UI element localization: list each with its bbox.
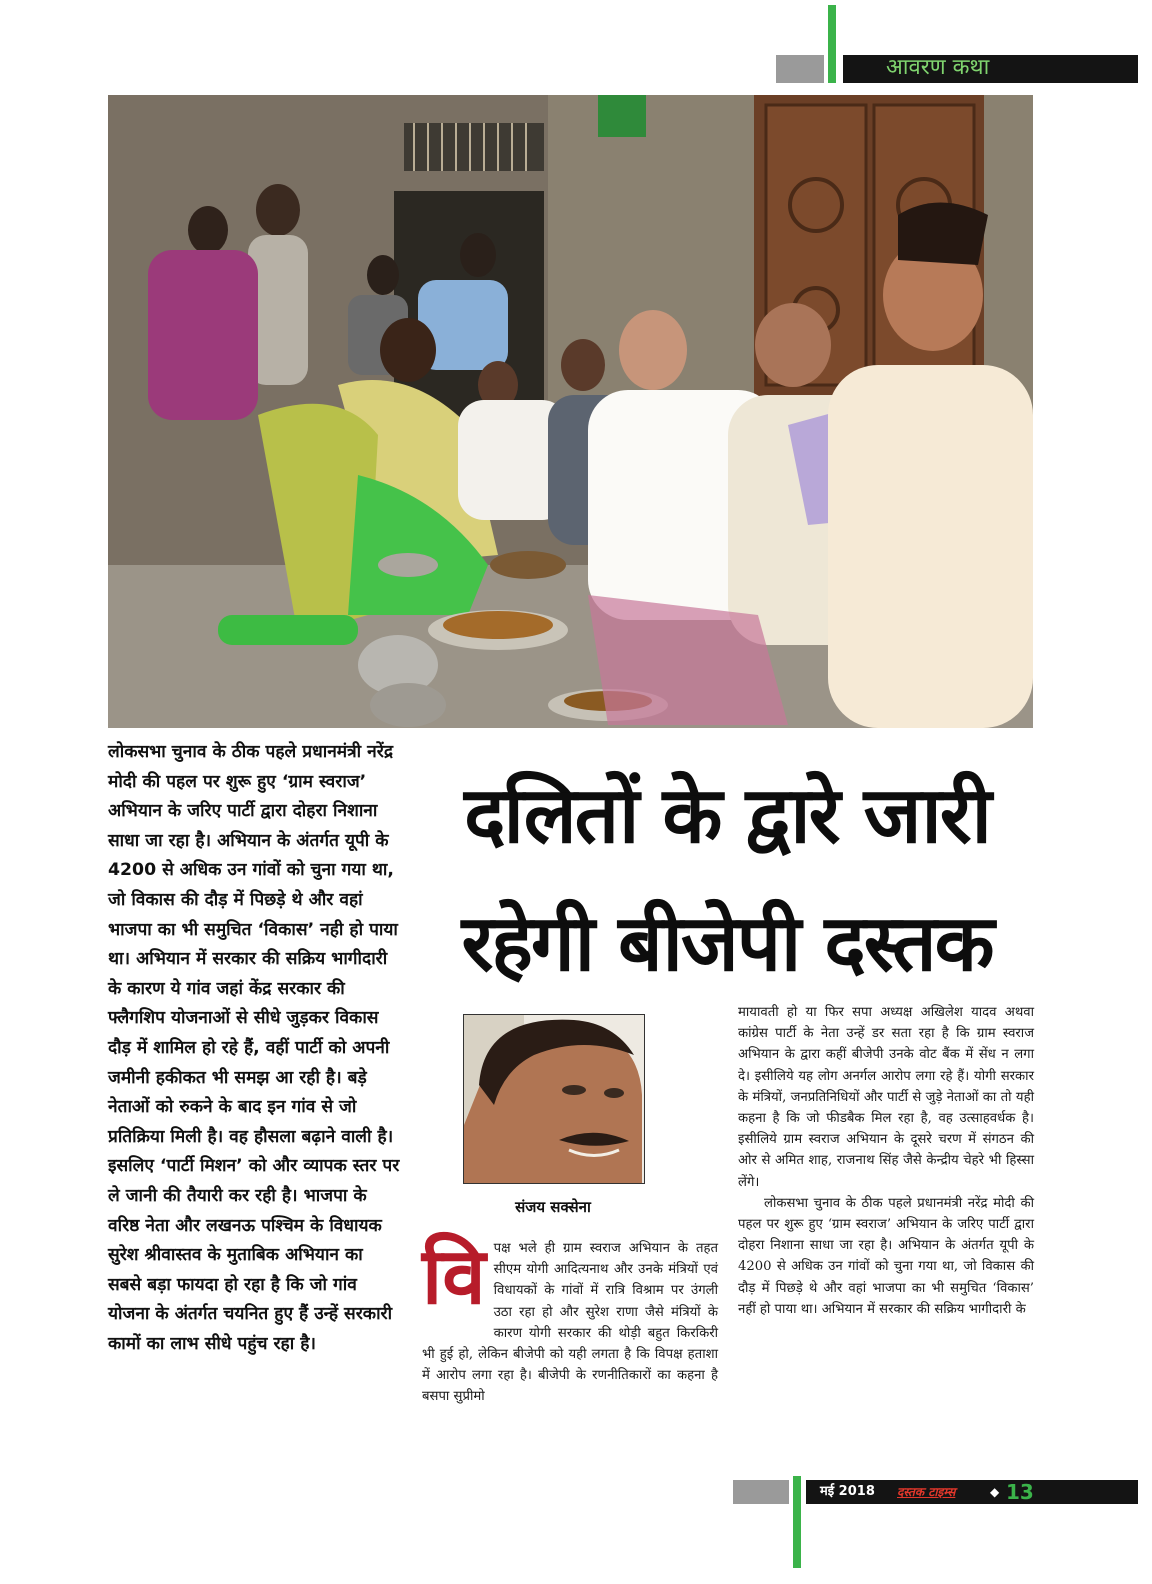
header-vertical-accent xyxy=(828,5,836,83)
section-label: आवरण कथा xyxy=(886,55,990,80)
article-column-right xyxy=(738,1002,1034,1320)
page-number: 13 xyxy=(1006,1480,1034,1504)
dropcap: वि xyxy=(422,1231,486,1322)
header-grey-box xyxy=(776,55,824,83)
article-paragraph-3: लोकसभा चुनाव के ठीक पहले प्रधानमंत्री नरेंद्र मोदी की पहल पर शुरू हुए ‘ग्राम स्वराज’ अभियान के जरिए पार्टी द्वारा दोहरा निशाना साधा जा रहा है। अभियान के अंतर्गत यूपी के 4200 से अधिक उन गांवों को चुना गया था, जो विकास की दौड़ में पिछड़े थे और वहां भाजपा का भी समुचित ‘विकास’ नहीं हो पाया था। अभियान में सरकार की सक्रिय भागीदारी के xyxy=(738,1195,1034,1317)
article-column-middle xyxy=(422,1231,718,1408)
group-dinner-photo-icon xyxy=(108,95,1033,728)
headline-line-2: रहेगी बीजेपी दस्तक xyxy=(461,899,993,989)
footer-vertical-accent xyxy=(793,1476,801,1568)
footer-date: मई 2018 xyxy=(820,1484,875,1499)
author-portrait-icon xyxy=(464,1015,644,1183)
headline xyxy=(412,752,1042,1008)
intro-text: लोकसभा चुनाव के ठीक पहले प्रधानमंत्री नरेंद्र मोदी की पहल पर शुरू हुए ‘ग्राम स्वराज’ अभियान के जरिए पार्टी द्वारा दोहरा निशाना साधा जा रहा है। अभियान के अंतर्गत यूपी के 4200 से अधिक उन गांवों को चुना गया था, जो विकास की दौड़ में पिछड़े थे और वहां भाजपा का भी समुचित ‘विकास’ नही हो पाया था। अभियान में सरकार की सक्रिय भागीदारी के कारण ये गांव जहां केंद्र सरकार की फ्लैगशिप योजनाओं से सीधे जुड़कर विकास दौड़ में शामिल हो रहे हैं, वहीं पार्टी को अपनी जमीनी हकीकत भी समझ आ रही है। बड़े नेताओं को रुकने के बाद इन गांव से जो प्रतिक्रिया मिली है। वह हौसला बढ़ाने वाली है। इसलिए ‘पार्टी मिशन’ को और व्यापक स्तर पर ले जानी की तैयारी कर रही है। भाजपा के वरिष्ठ नेता और लखनऊ पश्चिम के विधायक सुरेश श्रीवास्तव के मुताबिक अभियान का सबसे बड़ा फायदा हो रहा है कि जो गांव योजना के अंतर्गत चयनित हुए हैं उन्हें सरकारी कामों का लाभ सीधे पहुंच रहा है। xyxy=(108,742,400,1354)
article-paragraph-2: मायावती हो या फिर सपा अध्यक्ष अखिलेश यादव अथवा कांग्रेस पार्टी के नेता उन्हें डर सता रहा है कि ग्राम स्वराज अभियान के द्वारा कहीं बीजेपी उनके वोट बैंक में सेंध न लगा दे। इसीलिये यह लोग अनर्गल आरोप लगा रहे हैं। योगी सरकार के मंत्रियों, जनप्रतिनिधियों और पार्टी से जुड़े नेताओं का तो यही कहना है कि जो फीडबैक मिल रहा है, वह उत्साहवर्धक है। इसीलिये ग्राम स्वराज अभियान के दूसरे चरण में संगठन की ओर से अमित शाह, राजनाथ सिंह जैसे केन्द्रीय चेहरे भी हिस्सा लेंगे। xyxy=(738,1005,1034,1190)
intro-column xyxy=(108,738,400,1359)
article-paragraph-1: पक्ष भले ही ग्राम स्वराज अभियान के तहत सीएम योगी आदित्यनाथ और उनके मंत्रियों एवं विधायकों के गांवों में रात्रि विश्राम पर उंगली उठा रहा हो और सुरेश राणा जैसे मंत्रियों के कारण योगी सरकार की थोड़ी बहुत किरकिरी भी हुई हो, लेकिन बीजेपी को यही लगता है कि विपक्ष हताशा में आरोप लगा रहा है। बीजेपी के रणनीतिकारों का कहना है बसपा सुप्रीमो xyxy=(422,1241,718,1405)
footer-grey-box xyxy=(733,1480,789,1504)
main-photo xyxy=(108,95,1033,728)
headline-line-1: दलितों के द्वारे जारी xyxy=(464,771,990,861)
footer-separator: ◆ xyxy=(990,1485,1000,1499)
footer-magazine-name: दस्तक टाइम्स xyxy=(897,1485,956,1499)
author-photo xyxy=(463,1014,645,1184)
author-name: संजय सक्सेना xyxy=(515,1198,591,1216)
